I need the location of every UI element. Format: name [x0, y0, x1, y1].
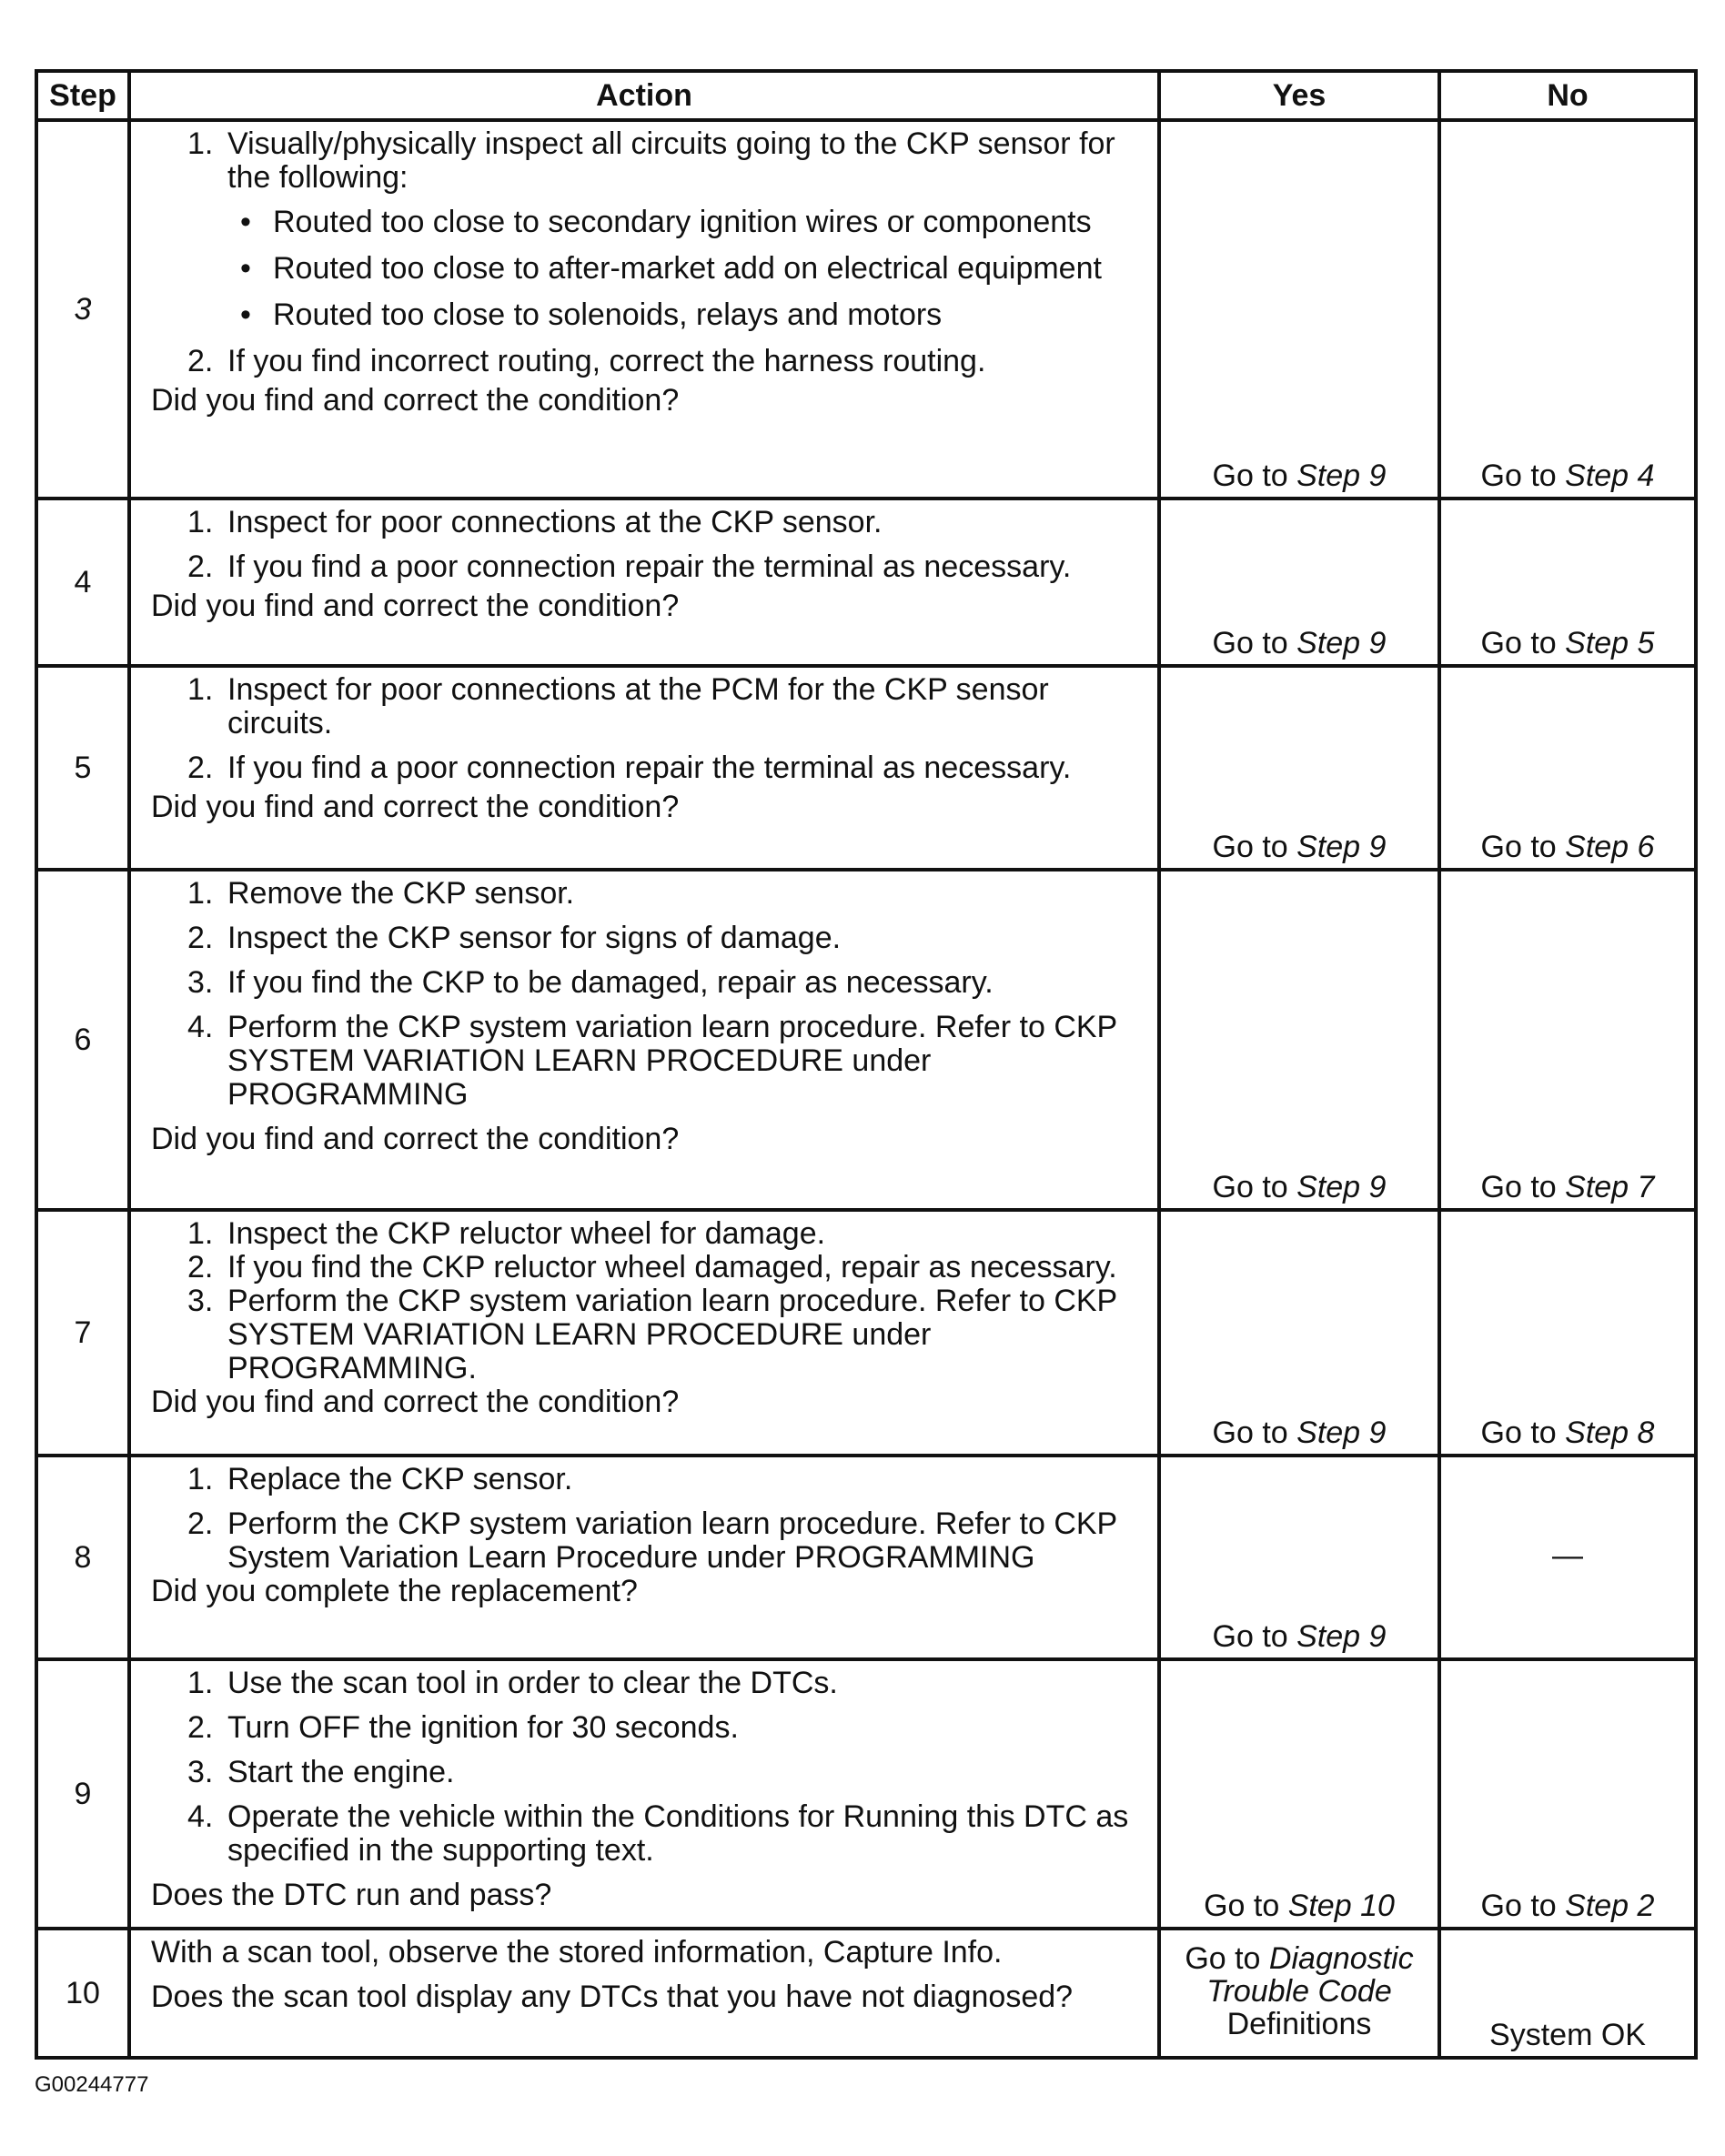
list-item: 2. If you find a poor connection repair the terminal as necessary. — [187, 751, 1072, 785]
yes-cell: Go to Step 9 — [1159, 1210, 1439, 1456]
step-number: 7 — [36, 1210, 129, 1456]
table-row-step-3 — [36, 120, 1696, 499]
action-cell — [129, 1210, 1159, 1456]
list-item: 2. Turn OFF the ignition for 30 seconds. — [187, 1710, 739, 1745]
step-number: 4 — [36, 499, 129, 666]
step-number: 9 — [36, 1659, 129, 1929]
step-number: 6 — [36, 870, 129, 1210]
question: Did you find and correct the condition? — [151, 1385, 680, 1419]
no-cell: Go to Step 4 — [1439, 120, 1696, 499]
table-row-step-8 — [36, 1456, 1696, 1659]
list-item: 3. If you find the CKP to be damaged, repair as necessary. — [187, 965, 994, 1000]
action-cell — [129, 1456, 1159, 1659]
bullet-item: • Routed too close to solenoids, relays and motors — [227, 298, 1148, 332]
action-list — [151, 673, 1148, 785]
header-no: No — [1439, 71, 1696, 120]
no-cell: System OK — [1439, 1929, 1696, 2058]
question: Does the DTC run and pass? — [151, 1878, 552, 1912]
yes-cell: Go to Step 9 — [1159, 870, 1439, 1210]
step-number: 3 — [36, 120, 129, 499]
list-item: 1. Visually/physically inspect all circuits going to the CKP sensor for the following: • Routed too close to secondary ignition wires or components • Routed too close to after-market add on electrical equipment • Routed too close to solenoids, relays and motors — [151, 127, 1148, 332]
action-cell — [129, 499, 1159, 666]
question: Does the scan tool display any DTCs that you have not diagnosed? — [151, 1980, 1074, 2014]
list-item: 2. Perform the CKP system variation learn procedure. Refer to CKP System Variation Learn Procedure under PROGRAMMING — [187, 1506, 1117, 1575]
header-yes: Yes — [1159, 71, 1439, 120]
list-item: 2. If you find the CKP reluctor wheel damaged, repair as necessary. — [187, 1250, 1117, 1285]
action-list — [151, 1463, 1148, 1575]
action-cell — [129, 1659, 1159, 1929]
no-cell: Go to Step 7 — [1439, 870, 1696, 1210]
step-number: 10 — [36, 1929, 129, 2058]
bullet-list — [227, 206, 1148, 332]
action-text: With a scan tool, observe the stored information, Capture Info. — [151, 1935, 1003, 1970]
yes-cell: Go to Step 10 — [1159, 1659, 1439, 1929]
yes-cell: Go to Step 9 — [1159, 666, 1439, 870]
yes-cell: Go to Step 9 — [1159, 1456, 1439, 1659]
action-list — [151, 127, 1148, 378]
question: Did you complete the replacement? — [151, 1574, 638, 1608]
question: Did you find and correct the condition? — [151, 1122, 680, 1156]
step-number: 5 — [36, 666, 129, 870]
list-item: 1. Inspect for poor connections at the CKP sensor. — [187, 505, 883, 539]
list-item: 1. Inspect for poor connections at the PCM for the CKP sensor circuits. — [187, 672, 1049, 740]
no-cell: Go to Step 5 — [1439, 499, 1696, 666]
table-row-step-6 — [36, 870, 1696, 1210]
action-list — [151, 1667, 1148, 1868]
yes-cell: Go to Step 9 — [1159, 120, 1439, 499]
list-item: 3. Start the engine. — [187, 1755, 455, 1789]
yes-cell: Go to Step 9 — [1159, 499, 1439, 666]
list-item: 1. Replace the CKP sensor. — [187, 1462, 573, 1496]
list-item: 1. Use the scan tool in order to clear the DTCs. — [187, 1666, 838, 1700]
yes-cell: Go to Diagnostic Trouble Code Definitions — [1159, 1929, 1439, 2058]
table-row-step-9 — [36, 1659, 1696, 1929]
action-cell — [129, 1929, 1159, 2058]
no-cell: Go to Step 8 — [1439, 1210, 1696, 1456]
action-cell — [129, 120, 1159, 499]
question: Did you find and correct the condition? — [151, 589, 680, 623]
diagnostic-table — [35, 69, 1698, 2060]
question: Did you find and correct the condition? — [151, 383, 680, 418]
list-item: 3. Perform the CKP system variation learn procedure. Refer to CKP SYSTEM VARIATION LEARN PROCEDURE under PROGRAMMING. — [187, 1284, 1117, 1385]
action-cell — [129, 666, 1159, 870]
no-cell: Go to Step 2 — [1439, 1659, 1696, 1929]
list-item: 4. Perform the CKP system variation learn procedure. Refer to CKP SYSTEM VARIATION LEARN PROCEDURE under PROGRAMMING — [187, 1010, 1117, 1112]
table-row-step-7 — [36, 1210, 1696, 1456]
bullet-item: • Routed too close to after-market add on electrical equipment — [227, 252, 1148, 286]
question: Did you find and correct the condition? — [151, 790, 680, 824]
action-list — [151, 506, 1148, 584]
table-row-step-5 — [36, 666, 1696, 870]
bullet-item: • Routed too close to secondary ignition wires or components — [227, 206, 1148, 239]
list-item: 2. Inspect the CKP sensor for signs of damage. — [187, 921, 842, 955]
action-list — [151, 1217, 1148, 1385]
no-cell: — — [1439, 1456, 1696, 1659]
header-action: Action — [129, 71, 1159, 120]
table-row-step-10 — [36, 1929, 1696, 2058]
header-row — [36, 71, 1696, 120]
no-cell: Go to Step 6 — [1439, 666, 1696, 870]
header-step: Step — [36, 71, 129, 120]
list-item: 2. If you find incorrect routing, correct the harness routing. — [187, 344, 986, 378]
list-item: 1. Inspect the CKP reluctor wheel for damage. — [187, 1216, 826, 1251]
list-item: 1. Remove the CKP sensor. — [187, 876, 575, 911]
list-item: 2. If you find a poor connection repair the terminal as necessary. — [187, 549, 1072, 584]
table-row-step-4 — [36, 499, 1696, 666]
list-item: 4. Operate the vehicle within the Conditions for Running this DTC as specified in the supporting text. — [187, 1799, 1129, 1868]
diagnostic-table-container — [35, 69, 1694, 2060]
step-number: 8 — [36, 1456, 129, 1659]
figure-id: G00244777 — [35, 2072, 149, 2097]
action-cell — [129, 870, 1159, 1210]
action-list — [151, 877, 1148, 1112]
